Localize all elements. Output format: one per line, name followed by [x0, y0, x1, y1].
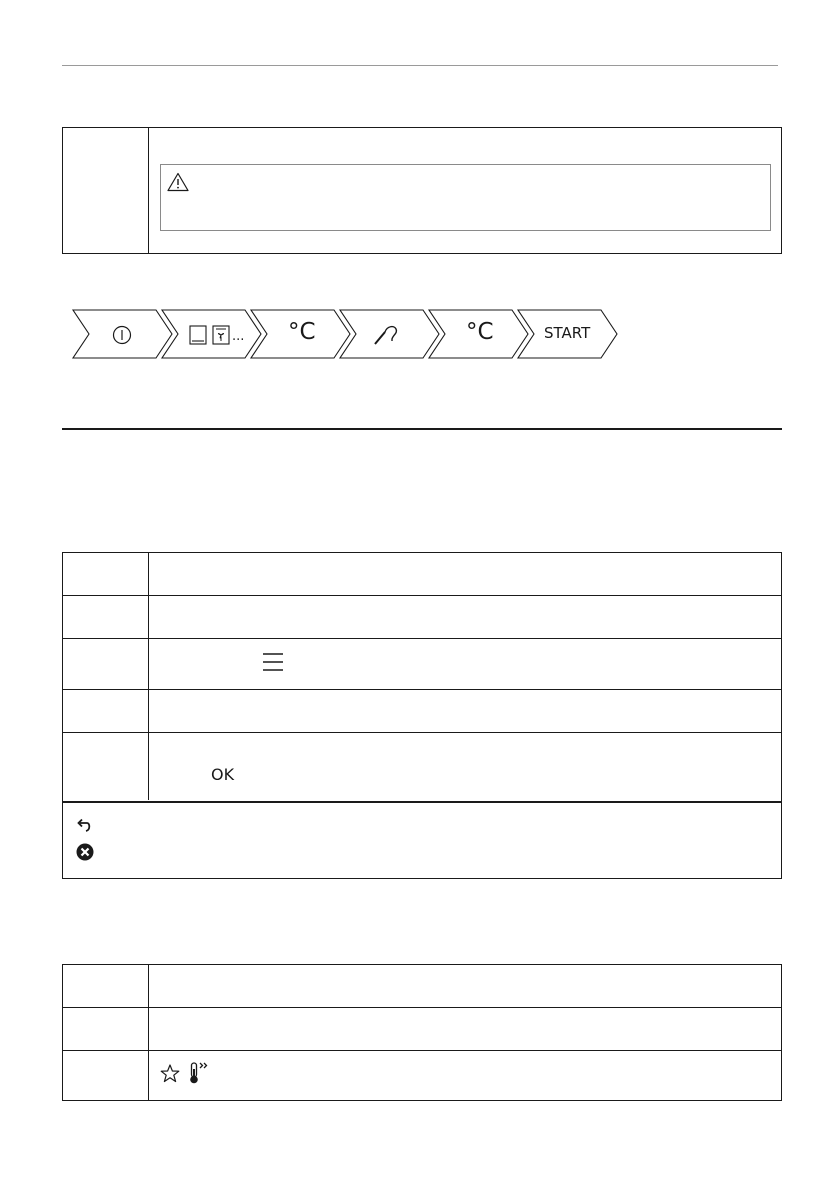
warning-notice-box [160, 164, 771, 231]
fan-heating-icon [212, 325, 230, 345]
step-5-temperature: °C [466, 319, 494, 345]
top-rule [62, 65, 778, 66]
table-row-divider [63, 1050, 781, 1051]
warning-table [62, 127, 782, 254]
table-row-divider [63, 732, 781, 733]
section-rule [62, 428, 782, 430]
step-3-temperature: °C [288, 319, 316, 345]
cancel-circle-icon [76, 843, 94, 861]
steps-table [62, 552, 782, 879]
table-row-divider [63, 801, 781, 803]
step-sequence [70, 309, 618, 359]
power-icon [112, 325, 132, 345]
step-2-ellipsis: ... [232, 329, 245, 344]
table-row-divider [63, 689, 781, 690]
food-probe-icon [372, 323, 400, 347]
ok-key-label: OK [211, 765, 235, 784]
table-column-divider [148, 128, 149, 253]
fast-heat-thermometer-icon [188, 1061, 210, 1085]
warning-triangle-icon [167, 172, 189, 192]
table-column-divider [148, 553, 149, 800]
step-sequence-chevrons [70, 309, 618, 359]
back-arrow-icon [76, 818, 92, 834]
table-column-divider [148, 965, 149, 1100]
oven-function-icon [189, 325, 207, 345]
star-icon [160, 1064, 180, 1083]
menu-icon [262, 652, 284, 672]
table-row-divider [63, 595, 781, 596]
step-6-start-label: START [544, 324, 591, 342]
table-row-divider [63, 638, 781, 639]
table-row-divider [63, 1007, 781, 1008]
options-table [62, 964, 782, 1101]
